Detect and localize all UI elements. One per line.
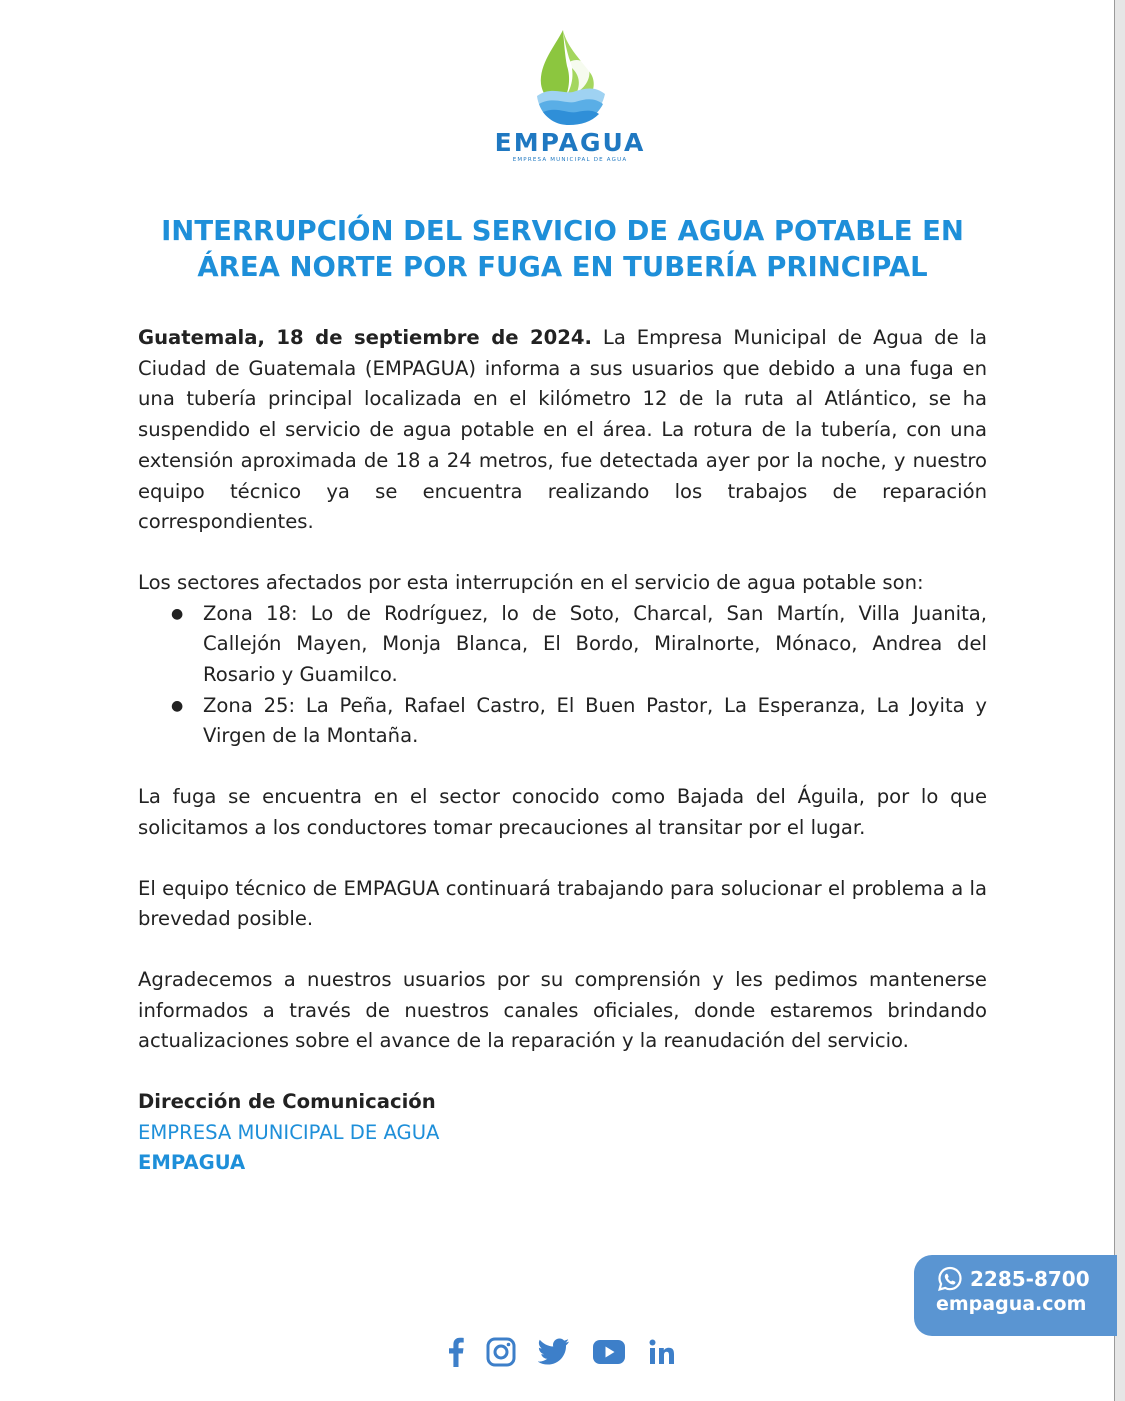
signature-brand: EMPAGUA: [138, 1151, 246, 1175]
paragraph-leak-location: La fuga se encuentra en el sector conocido como Bajada del Águila, por lo que solicitamos a los conductores tomar precauciones al transitar por el lugar.: [138, 785, 987, 839]
list-item: [138, 691, 987, 752]
paragraph-sectors: Los sectores afectados por esta interrupción en el servicio de agua potable son:: [138, 570, 924, 594]
contact-box: [914, 1255, 1117, 1336]
contact-phone-row[interactable]: [936, 1265, 1117, 1293]
bullet-icon: ●: [171, 605, 184, 622]
bullet-icon: ●: [171, 697, 184, 714]
paragraph-thanks: Agradecemos a nuestros usuarios por su comprensión y les pedimos mantenerse informados a través de nuestros canales oficiales, donde estaremos brindando actualizaciones sobre el avance de la reparación y la reanudación del servicio.: [138, 967, 987, 1053]
paragraph-intro: [138, 323, 987, 538]
linkedin-icon[interactable]: [648, 1338, 676, 1366]
page-title: [120, 213, 1005, 285]
document-body: [138, 323, 987, 1179]
twitter-icon[interactable]: [538, 1338, 570, 1366]
contact-website[interactable]: empagua.com: [936, 1293, 1087, 1315]
zone-text: Zona 18: Lo de Rodríguez, lo de Soto, Charcal, San Martín, Villa Juanita, Callejón Mayen, Monja Blanca, El Bordo, Miralnorte, Mónaco, Andrea del Rosario y Guamilco.: [203, 601, 987, 687]
facebook-icon[interactable]: [448, 1337, 464, 1367]
list-item: [138, 599, 987, 691]
logo-subtitle: EMPRESA MUNICIPAL DE AGUA: [512, 157, 628, 163]
signature-block: [138, 1087, 987, 1179]
title-line-1: INTERRUPCIÓN DEL SERVICIO DE AGUA POTABLE EN: [161, 215, 964, 247]
dateline: Guatemala, 18 de septiembre de 2024.: [138, 326, 592, 349]
youtube-icon[interactable]: [592, 1339, 626, 1365]
whatsapp-icon: [936, 1265, 964, 1293]
water-drop-logo-icon: [533, 28, 607, 126]
signature-org: EMPRESA MUNICIPAL DE AGUA: [138, 1120, 440, 1144]
paragraph-technical-team: El equipo técnico de EMPAGUA continuará trabajando para solucionar el problema a la brevedad posible.: [138, 876, 987, 931]
zones-list: [138, 599, 987, 753]
empagua-logo: [490, 28, 650, 173]
contact-phone: 2285-8700: [970, 1267, 1090, 1291]
logo-wordmark: EMPAGUA: [494, 128, 646, 157]
signature-title: Dirección de Comunicación: [138, 1090, 436, 1114]
zone-text: Zona 25: La Peña, Rafael Castro, El Buen Pastor, La Esperanza, La Joyita y Virgen de la Montaña.: [203, 693, 987, 748]
page-edge: [1114, 0, 1125, 1401]
social-icons: [448, 1334, 688, 1370]
title-line-2: ÁREA NORTE POR FUGA EN TUBERÍA PRINCIPAL: [197, 251, 928, 283]
intro-text: La Empresa Municipal de Agua de la Ciudad de Guatemala (EMPAGUA) informa a sus usuarios que debido a una fuga en una tubería principal localizada en el kilómetro 12 de la ruta al Atlántico, se ha suspendido el servicio de agua potable en el área. La rotura de la tubería, con una extensión aproximada de 18 a 24 metros, fue detectada ayer por la noche, y nuestro equipo técnico ya se encuentra realizando los trabajos de reparación correspondientes.: [138, 326, 987, 534]
instagram-icon[interactable]: [486, 1337, 516, 1367]
